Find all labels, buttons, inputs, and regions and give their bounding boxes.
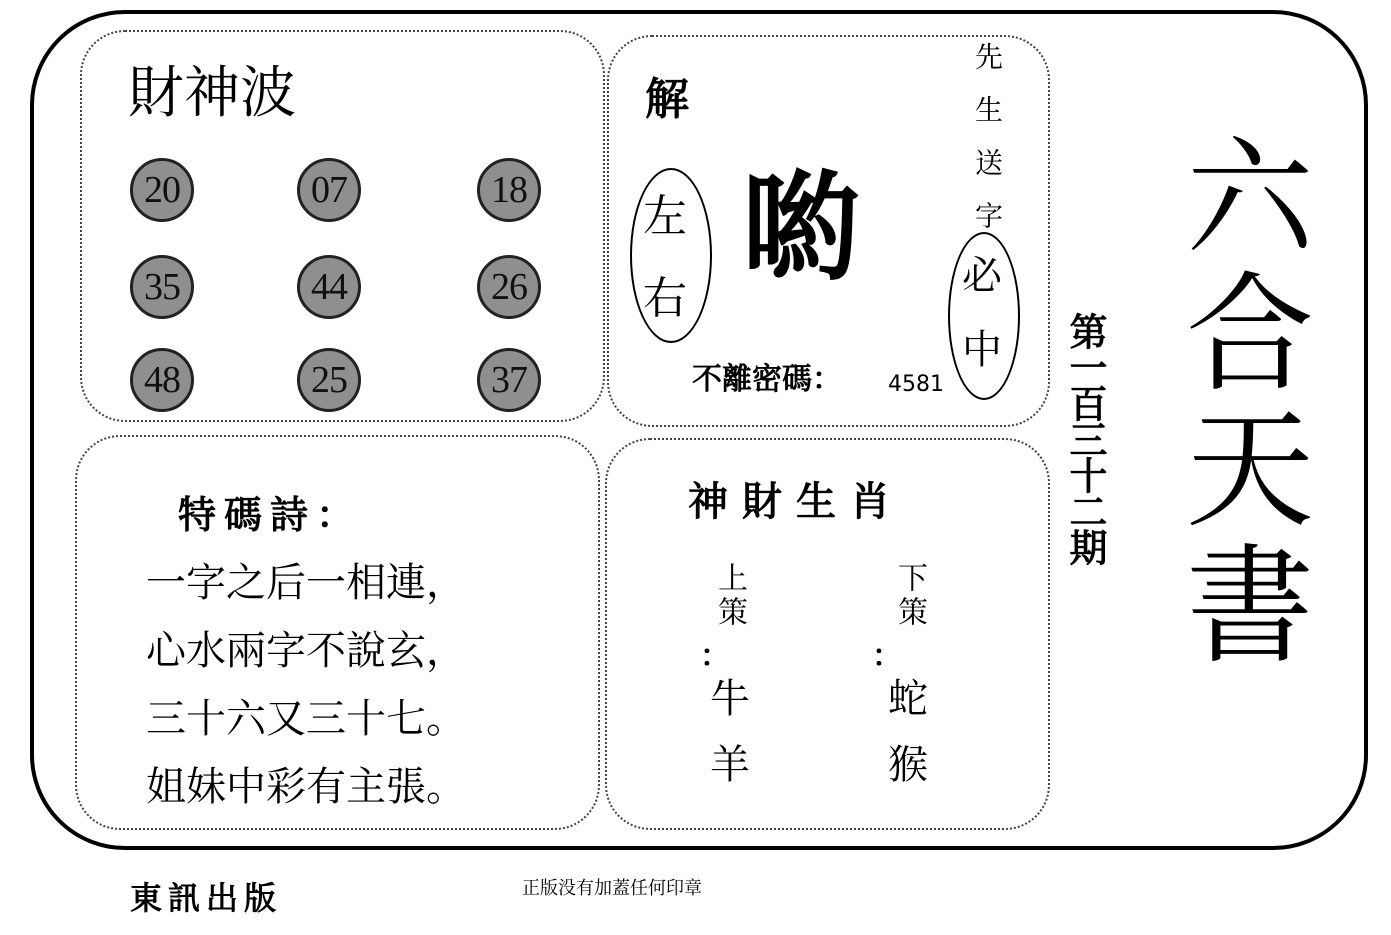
authenticity-notice: 正版没有加蓋任何印章 [522,878,702,899]
number-ball: 20 [130,158,194,222]
right-oval-char-1: 必 [962,253,1002,299]
lower-animal: 猴 [888,742,928,788]
riddle-label: 解 [645,74,689,125]
issue-number: 第一百三十二期 [1063,312,1107,564]
poem-line: 三十六又三十七。 [146,696,466,742]
masthead-title: 六合天書 [1164,130,1313,674]
mister-gives-text: 先生送字 [971,42,1004,254]
secret-code-value: 4581 [888,372,944,397]
riddle-big-char: 喲 [742,159,861,297]
left-oval-char-2: 右 [643,273,687,324]
number-ball: 44 [297,255,361,319]
number-ball: 37 [477,348,541,412]
number-ball: 48 [130,348,194,412]
number-ball: 07 [297,158,361,222]
number-ball: 35 [130,255,194,319]
right-oval-char-2: 中 [962,327,1002,373]
poem-line: 心水兩字不說玄， [146,628,466,674]
left-oval-char-1: 左 [643,191,687,242]
poem-line: 姐妹中彩有主張。 [146,764,466,810]
upper-plan-label: 上策 [712,562,747,630]
number-ball: 26 [477,255,541,319]
lower-plan-label: 下策 [892,562,927,630]
poem-line: 一字之后一相連， [146,560,466,606]
poem-title: 特碼詩： [178,493,363,537]
upper-plan-colon: ： [700,639,730,674]
lower-plan-colon: ： [872,639,902,674]
number-ball: 18 [477,158,541,222]
number-ball: 25 [297,348,361,412]
upper-animal: 羊 [710,742,750,788]
lower-animal: 蛇 [888,676,928,722]
publisher-label: 東訊出版 [130,879,283,917]
caishen-title: 財神波 [128,61,296,126]
secret-code-label: 不離密碼： [692,362,842,397]
upper-animal: 牛 [710,676,750,722]
zodiac-title: 神財生肖 [688,479,904,525]
